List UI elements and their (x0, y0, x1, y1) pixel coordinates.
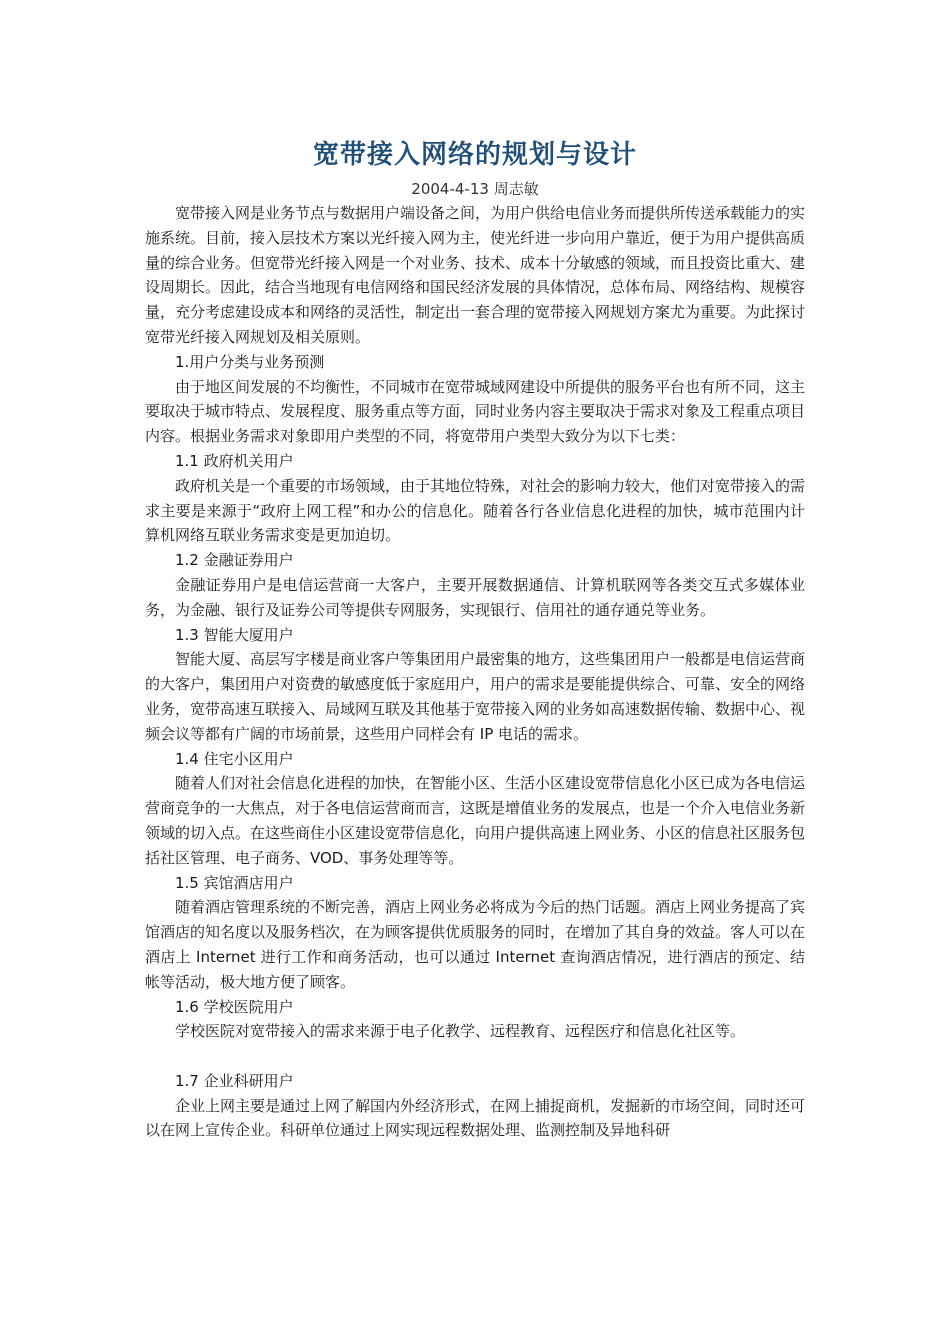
section-heading-1-2: 1.2 金融证券用户 (175, 551, 294, 570)
paragraph-gap (145, 1044, 805, 1069)
intro-paragraph: 宽带接入网是业务节点与数据用户端设备之间，为用户供给电信业务而提供所传送承载能力的实施系统。目前，接入层技术方案以光纤接入网为主，使光纤进一步向用户靠近，便于为用户提供高质量的综合业务。但宽带光纤接入网是一个对业务、技术、成本十分敏感的领域，而且投资比重大、建设周期长。因此，结合当地现有电信网络和国民经济发展的具体情况，总体布局、网络结构、规模容量，充分考虑建设成本和网络的灵活性，制定出一套合理的宽带接入网规划方案尤为重要。为此探讨宽带光纤接入网规划及相关原则。 (145, 204, 806, 346)
section-heading-1-6: 1.6 学校医院用户 (175, 997, 294, 1016)
section-heading-1-7: 1.7 企业科研用户 (175, 1071, 294, 1090)
section-paragraph-1-5: 随着酒店管理系统的不断完善，酒店上网业务必将成为今后的热门话题。酒店上网业务提高了宾馆酒店的知名度以及服务档次，在为顾客提供优质服务的同时，在增加了其自身的效益。客人可以在酒店上 Internet 进行工作和商务活动，也可以通过 Internet 查询酒店情况，进行酒店的预定、结帐等活动，极大地方便了顾客。 (145, 898, 806, 991)
section-paragraph-1-1: 政府机关是一个重要的市场领域，由于其地位特殊，对社会的影响力较大，他们对宽带接入的需求主要是来源于“政府上网工程”和办公的信息化。随着各行各业信息化进程的加快，城市范围内计算机网络互联业务需求变是更加迫切。 (145, 476, 806, 545)
document-title: 宽带接入网络的规划与设计 (312, 140, 637, 170)
document-byline: 2004-4-13 周志敏 (411, 180, 539, 198)
section-paragraph-1-7: 企业上网主要是通过上网了解国内外经济形式，在网上捕捉商机，发掘新的市场空间，同时还可以在网上宣传企业。科研单位通过上网实现远程数据处理、监测控制及异地科研 (145, 1096, 806, 1140)
section-paragraph-1: 由于地区间发展的不均衡性，不同城市在宽带城域网建设中所提供的服务平台也有所不同，这主要取决于城市特点、发展程度、服务重点等方面，同时业务内容主要取决于需求对象及工程重点项目内容。根据业务需求对象即用户类型的不同，将宽带用户类型大致分为以下七类： (145, 377, 806, 446)
section-paragraph-1-4: 随着人们对社会信息化进程的加快，在智能小区、生活小区建设宽带信息化小区已成为各电信运营商竞争的一大焦点，对于各电信运营商而言，这既是增值业务的发展点，也是一个介入电信业务新领域的切入点。在这些商住小区建设宽带信息化，向用户提供高速上网业务、小区的信息社区服务包括社区管理、电子商务、VOD、事务处理等等。 (145, 774, 806, 867)
section-heading-1-5: 1.5 宾馆酒店用户 (175, 873, 294, 892)
document-body (145, 201, 805, 1143)
section-heading-1-1: 1.1 政府机关用户 (175, 451, 294, 470)
section-paragraph-1-3: 智能大厦、高层写字楼是商业客户等集团用户最密集的地方，这些集团用户一般都是电信运营商的大客户，集团用户对资费的敏感度低于家庭用户，用户的需求是要能提供综合、可靠、安全的网络业务，宽带高速互联接入、局域网互联及其他基于宽带接入网的业务如高速数据传输、数据中心、视频会议等都有广阔的市场前景，这些用户同样会有 IP 电话的需求。 (145, 650, 806, 743)
section-paragraph-1-2: 金融证券用户是电信运营商一大客户，主要开展数据通信、计算机联网等各类交互式多媒体业务，为金融、银行及证券公司等提供专网服务，实现银行、信用社的通存通兑等业务。 (145, 575, 805, 619)
section-heading-1-4: 1.4 住宅小区用户 (175, 749, 294, 768)
section-paragraph-1-6: 学校医院对宽带接入的需求来源于电子化教学、远程教育、远程医疗和信息化社区等。 (175, 1022, 746, 1041)
section-heading-1: 1.用户分类与业务预测 (175, 352, 325, 371)
section-heading-1-3: 1.3 智能大厦用户 (175, 625, 294, 644)
